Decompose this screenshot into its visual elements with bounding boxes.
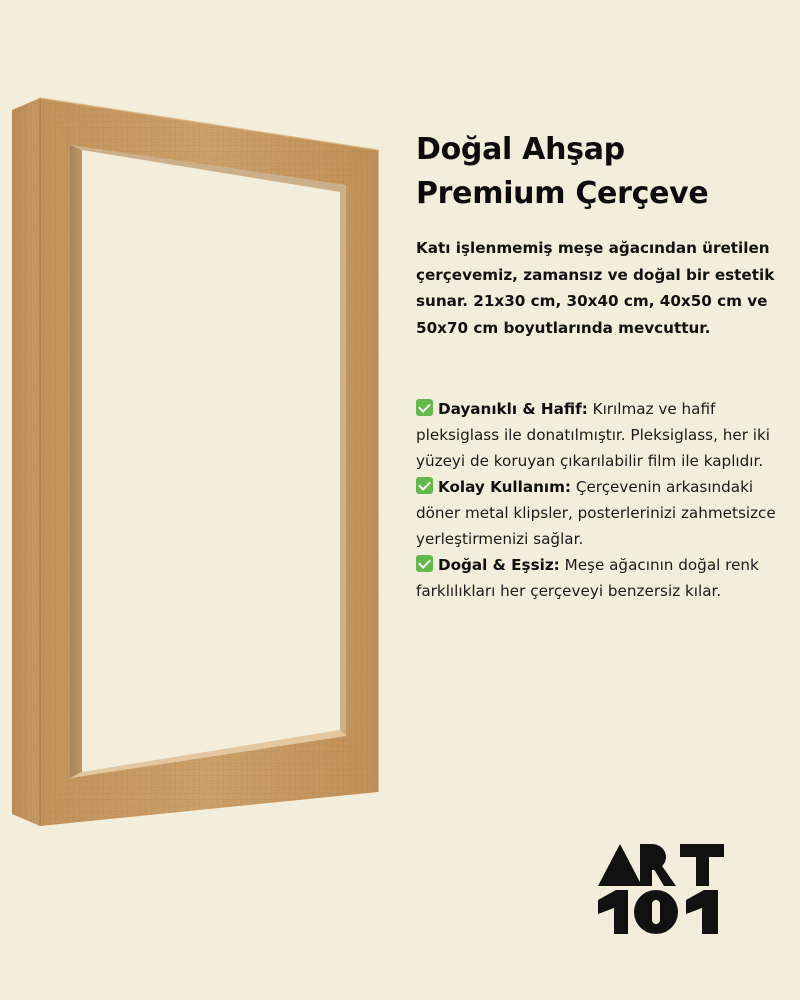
feature-title: Dayanıklı & Hafif: <box>438 400 588 418</box>
feature-text: Meşe ağacının doğal renk farklılıkları her çerçeveyi benzersiz kılar. <box>416 556 759 600</box>
feature-list <box>416 396 788 604</box>
check-mark-icon <box>416 477 433 494</box>
feature-item-easy-use <box>416 474 788 552</box>
feature-title: Kolay Kullanım: <box>438 478 572 496</box>
frame-inner-bevel <box>70 145 82 778</box>
check-mark-icon <box>416 555 433 572</box>
frame-face <box>40 98 378 826</box>
product-description: Katı işlenmemiş meşe ağacından üretilen çerçevemiz, zamansız ve doğal bir estetik sunar. 21x30 cm, 30x40 cm, 40x50 cm ve 50x70 cm boyutlarında mevcuttur. <box>416 239 775 337</box>
product-title <box>416 128 786 216</box>
feature-text: Çerçevenin arkasındaki döner metal klipsler, posterlerinizi zahmetsizce yerleştirmenizi sağlar. <box>416 478 776 548</box>
feature-item-durable <box>416 396 788 474</box>
feature-title: Doğal & Eşsiz: <box>438 556 560 574</box>
product-title-line-2: Premium Çerçeve <box>416 176 709 211</box>
check-mark-icon <box>416 399 433 416</box>
art101-logo <box>598 842 724 934</box>
feature-item-natural <box>416 552 788 604</box>
feature-text: Kırılmaz ve hafif pleksiglass ile donatılmıştır. Pleksiglass, her iki yüzeyi de koruyan çıkarılabilir film ile kaplıdır. <box>416 400 770 470</box>
product-title-line-1: Doğal Ahşap <box>416 132 625 167</box>
